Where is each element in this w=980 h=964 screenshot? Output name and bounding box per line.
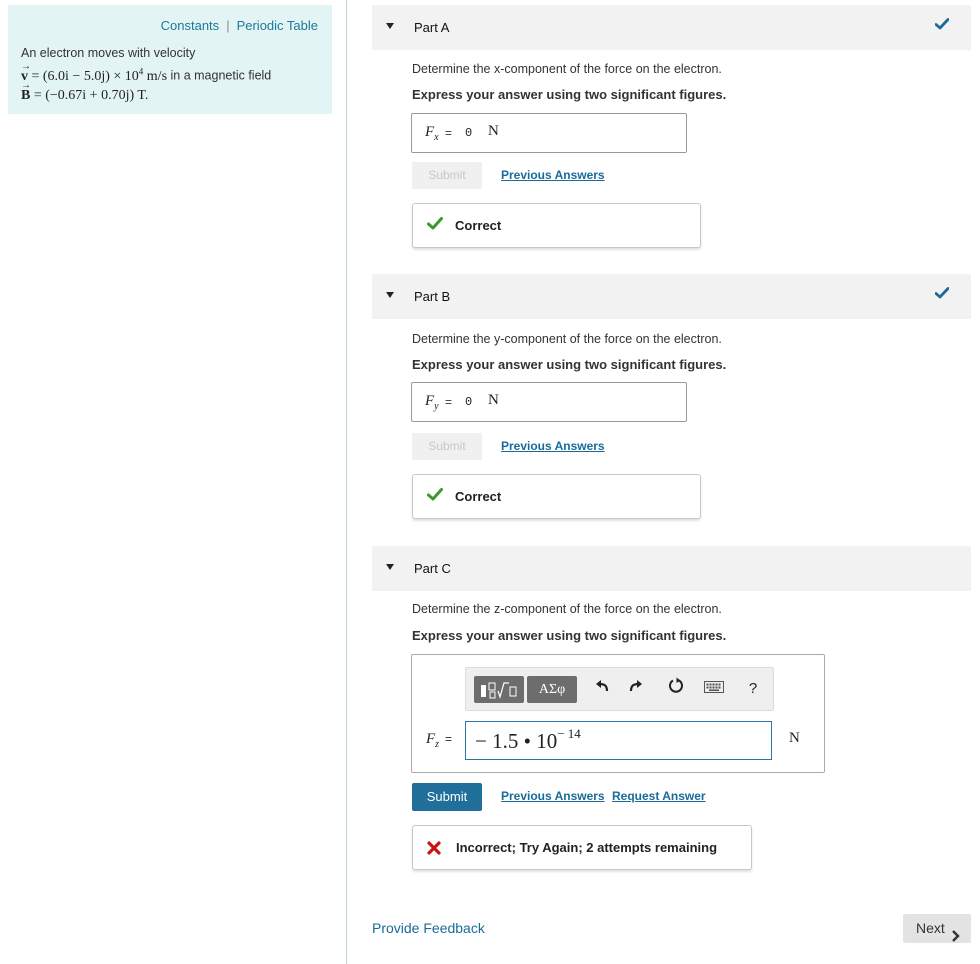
field-expr: = (−0.67i + 0.70j) T. [30,87,149,103]
greek-symbols-button[interactable]: ΑΣφ [527,676,577,703]
link-separator: | [226,18,230,33]
part-a-submit-button[interactable]: Submit [412,162,482,189]
part-b-submit-button[interactable]: Submit [412,433,482,460]
fx-equals: = [445,126,453,140]
fy-value: 0 [465,395,473,409]
velocity-expr: = (6.0i − 5.0j) × 10 [28,68,139,84]
fy-var: $F_y$ [425,393,439,412]
velocity-line [21,62,271,86]
constants-link[interactable]: Constants [160,18,220,33]
part-b-instruction: Express your answer using two significant figures. [412,357,727,372]
correct-check-icon [427,488,443,504]
template-button[interactable] [474,676,524,703]
fx-var: $F_x$ [425,124,439,143]
periodic-table-link[interactable]: Periodic Table [236,18,318,33]
fx-value: 0 [465,126,473,140]
part-a-previous-answers-link[interactable]: Previous Answers [501,168,605,182]
column-divider [346,0,347,964]
part-b-feedback [412,474,701,519]
undo-icon[interactable] [591,677,613,701]
part-c-label: Part C [414,561,451,576]
part-c-submit-button[interactable]: Submit [412,783,482,811]
part-b-question: Determine the y-component of the force on the electron. [412,332,722,346]
fz-expression: − 1.5 • $10^{- 14}$ [475,726,581,753]
part-a-label: Part A [414,20,450,35]
triangle-down-icon [386,23,394,29]
correct-check-icon [427,217,443,233]
triangle-down-icon [386,564,394,570]
part-a-question: Determine the x-component of the force on the electron. [412,62,722,76]
velocity-var: → v [21,68,28,86]
part-c-request-answer-link[interactable]: Request Answer [612,789,706,803]
part-c-header[interactable] [372,546,971,591]
part-c-question: Determine the z-component of the force on the electron. [412,602,722,616]
part-a-header[interactable] [372,5,971,50]
fz-equals: = [445,732,453,746]
fy-equals: = [445,395,453,409]
next-button[interactable] [903,914,971,943]
part-b-previous-answers-link[interactable]: Previous Answers [501,439,605,453]
velocity-unit: m/s [143,68,168,84]
part-a-feedback [412,203,701,248]
incorrect-x-icon [427,841,441,858]
math-toolbar [465,667,774,711]
problem-statement [21,44,271,105]
field-line [21,86,271,105]
part-a-feedback-text: Correct [455,218,502,233]
check-icon [935,287,949,302]
part-b-feedback-text: Correct [455,489,502,504]
fx-unit: N [488,123,499,139]
part-c-feedback [412,825,752,870]
problem-info-panel [8,5,332,114]
part-c-instruction: Express your answer using two significant figures. [412,628,727,643]
fz-answer-input[interactable] [465,721,772,760]
info-links [161,18,318,33]
part-c-previous-answers-link[interactable]: Previous Answers [501,789,605,803]
fz-unit: N [789,730,800,746]
part-a-answer-field[interactable] [411,113,687,153]
field-var: → B [21,87,30,105]
help-button[interactable]: ? [748,680,758,697]
part-b-answer-field[interactable] [411,382,687,422]
check-icon [935,18,949,33]
reset-icon[interactable] [665,677,687,701]
redo-icon[interactable] [625,677,647,701]
part-c-feedback-text: Incorrect; Try Again; 2 attempts remaining [456,840,718,855]
part-c-math-editor [411,654,825,773]
provide-feedback-link[interactable]: Provide Feedback [372,920,485,936]
velocity-exp: 4 [138,66,144,76]
chevron-right-icon [951,923,960,952]
fy-unit: N [488,392,499,408]
problem-intro: An electron moves with velocity [21,46,196,60]
next-label: Next [916,920,945,936]
fz-var: $F_z$ [426,731,440,750]
keyboard-icon[interactable] [703,677,725,701]
part-b-header[interactable] [372,274,971,319]
part-a-instruction: Express your answer using two significant figures. [412,87,727,102]
triangle-down-icon [386,292,394,298]
velocity-suffix: in a magnetic field [167,68,272,83]
part-b-label: Part B [414,289,451,304]
